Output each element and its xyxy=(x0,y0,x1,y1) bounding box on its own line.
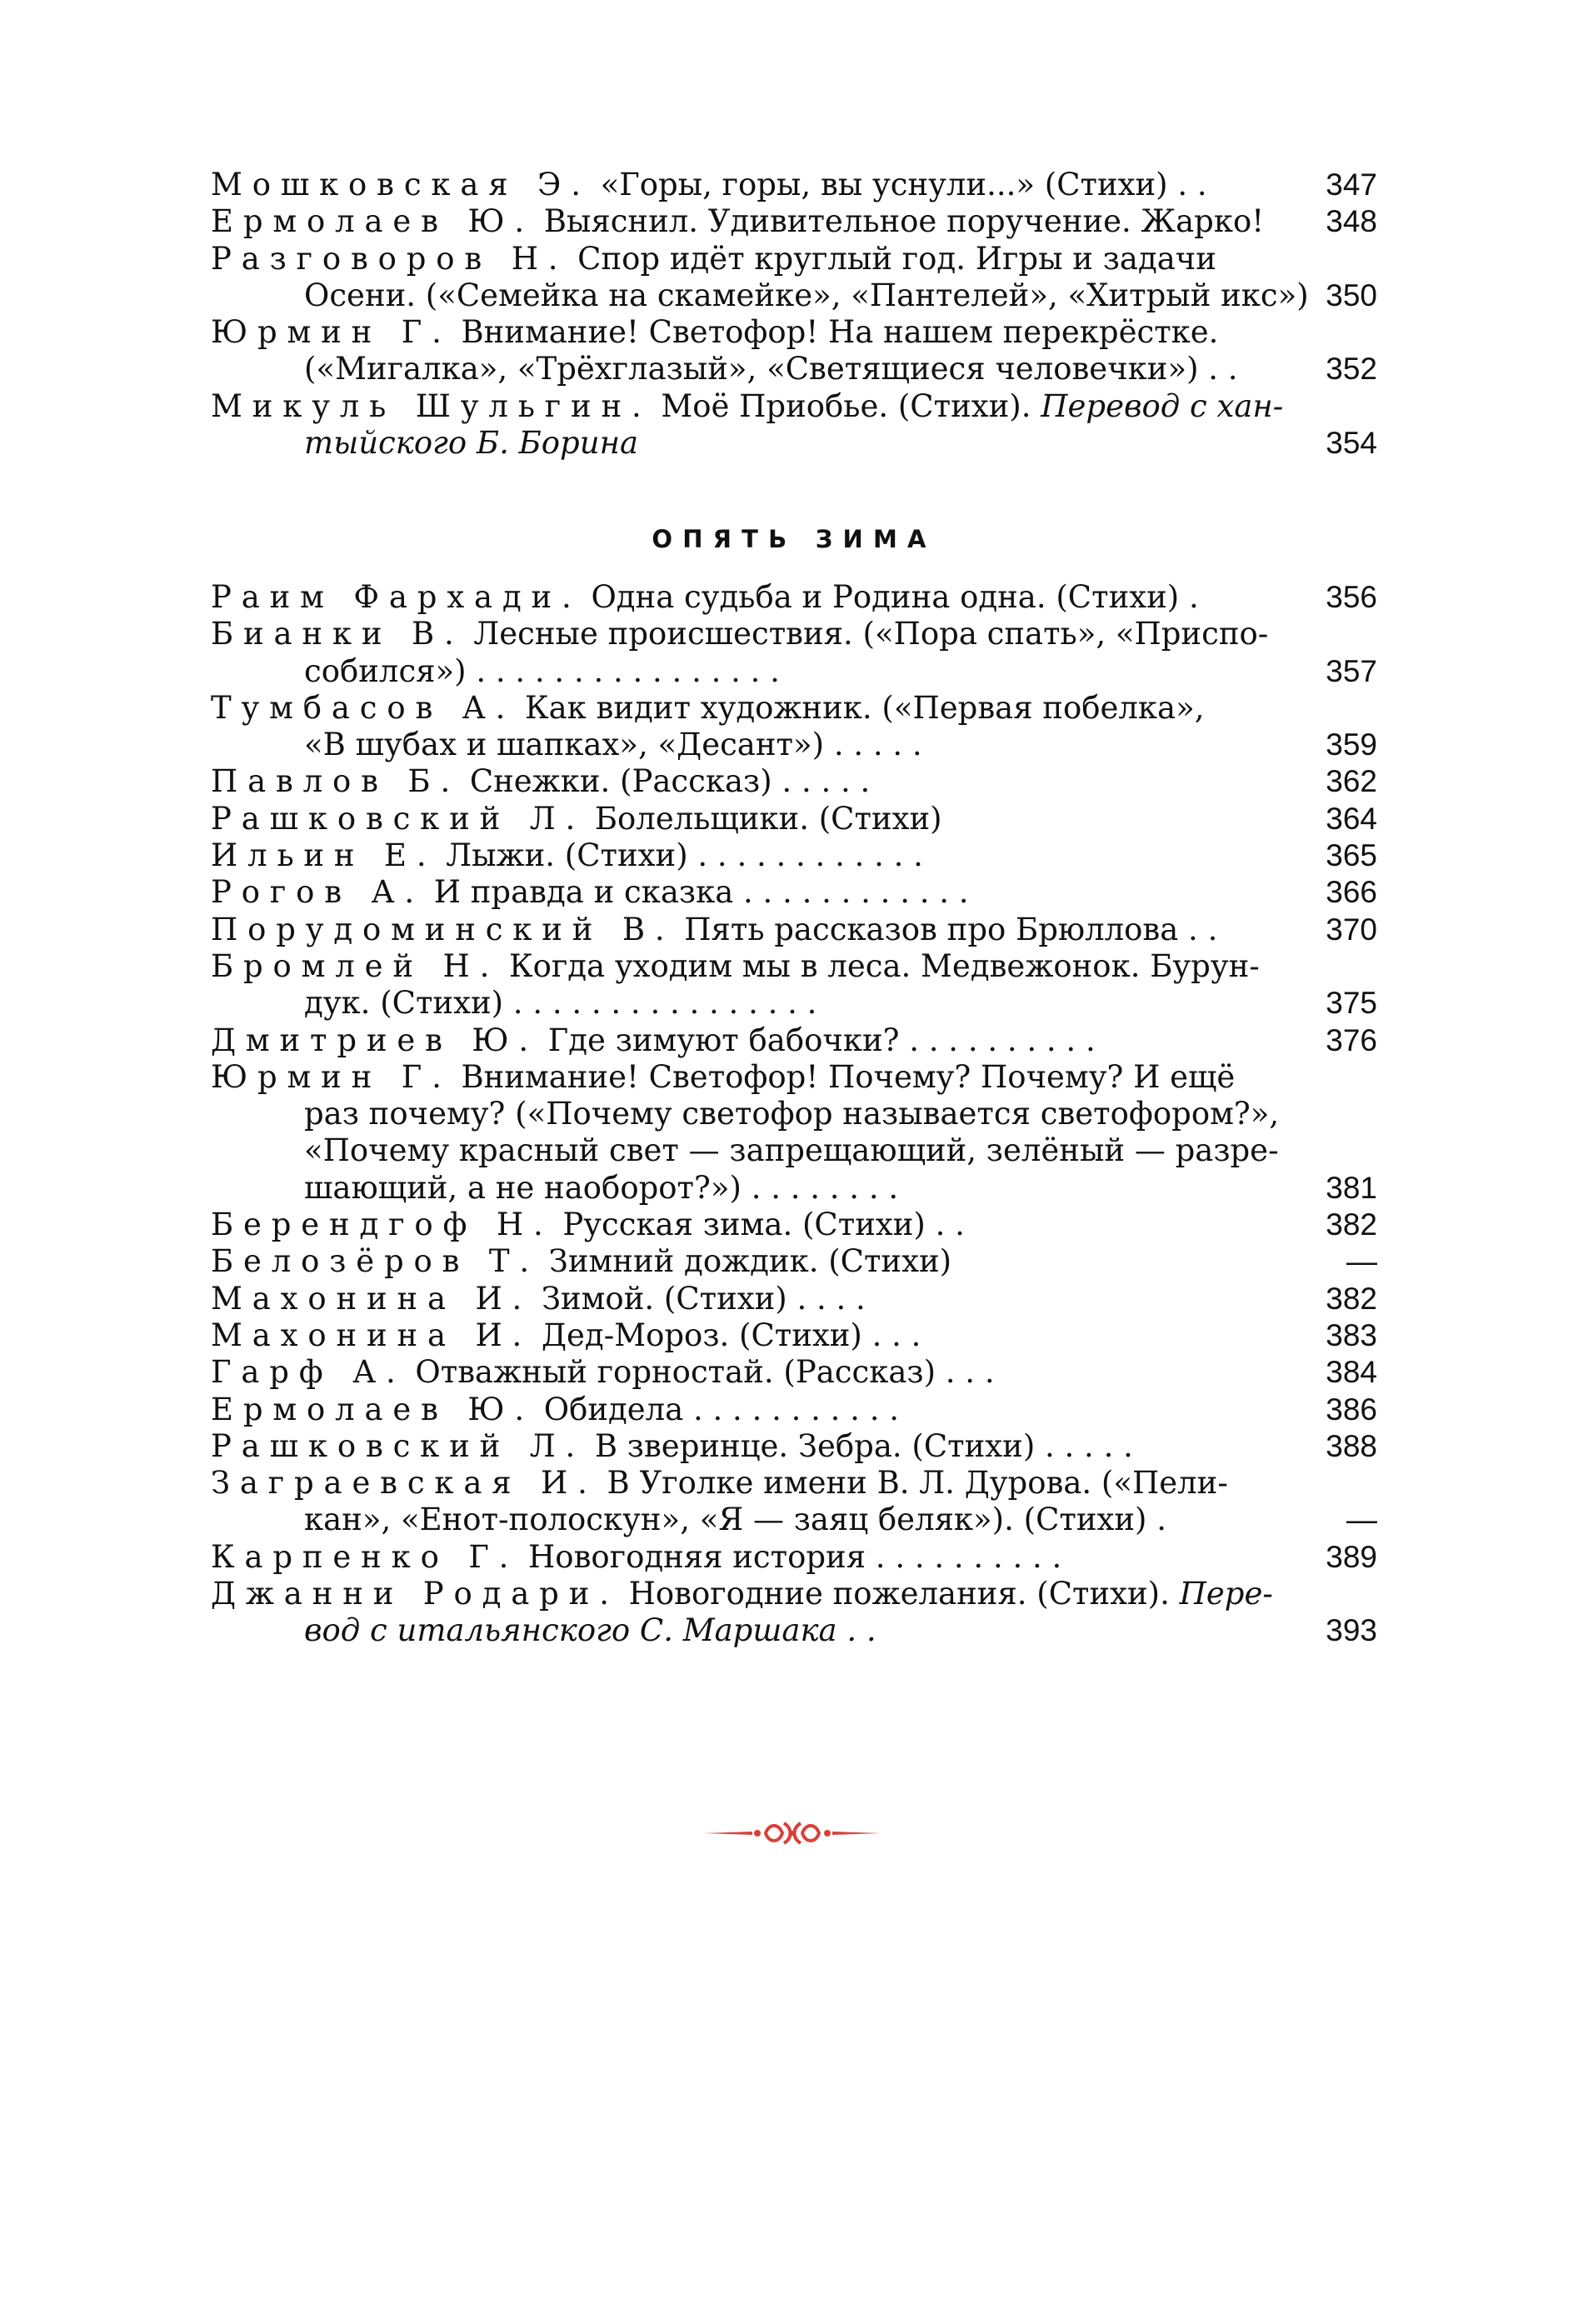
toc-entry xyxy=(211,616,1377,690)
toc-entry-line xyxy=(211,1612,1377,1649)
toc-entry-page: — xyxy=(1346,1244,1377,1279)
toc-entry-author: Юрмин Г. xyxy=(211,1058,452,1095)
toc-entry-line xyxy=(211,425,1377,462)
toc-entry-line xyxy=(211,912,1377,948)
toc-entry-line xyxy=(211,948,1377,985)
toc-entry-author: Берендгоф Н. xyxy=(211,1207,553,1243)
toc-entry-line xyxy=(211,388,1377,425)
toc-entry-line xyxy=(211,167,1377,203)
toc-entry-line xyxy=(211,1502,1377,1538)
toc-entry-line xyxy=(211,874,1377,911)
toc-entry-title: Пять рассказов про Брюллова . . xyxy=(684,911,1218,947)
toc-entry-line xyxy=(211,1281,1377,1317)
toc-entry-title: Русская зима. (Стихи) . . xyxy=(562,1207,965,1243)
toc-entry-author: Рашковский Л. xyxy=(211,800,586,837)
toc-entry-title: Новогодняя история . . . . . . . . . . xyxy=(528,1538,1062,1575)
toc-entry xyxy=(211,948,1377,1022)
toc-entry-line xyxy=(211,1317,1377,1354)
toc-entry-author: Мошковская Э. xyxy=(211,167,591,202)
toc-entry-author: Дмитриев Ю. xyxy=(211,1022,538,1058)
toc-entry xyxy=(211,1317,1377,1354)
toc-entry-author: Ермолаев Ю. xyxy=(211,1391,534,1427)
toc-entry-page: 356 xyxy=(1326,580,1377,614)
toc-entry-page: 370 xyxy=(1326,912,1377,947)
toc-entry-page: 384 xyxy=(1326,1355,1377,1390)
toc-entry-author: Рашковский Л. xyxy=(211,1427,586,1464)
toc-entry-line xyxy=(211,277,1377,314)
toc-entry-page: 365 xyxy=(1326,838,1377,873)
toc-entry-line xyxy=(211,837,1377,874)
toc-entry-author: Раим Фархади. xyxy=(211,579,582,615)
toc-entry-title: Дед-Мороз. (Стихи) . . . xyxy=(541,1317,921,1353)
toc-entry xyxy=(211,1207,1377,1243)
toc-entry-line xyxy=(211,1428,1377,1465)
toc-entry-title: Внимание! Светофор! Почему? Почему? И ещё xyxy=(461,1058,1236,1095)
toc-entry-title: Внимание! Светофор! На нашем перекрёстке. xyxy=(461,314,1219,351)
toc-entry-author: Бианки В. xyxy=(211,616,464,652)
toc-entry-line xyxy=(211,801,1377,837)
toc-entry-page: 357 xyxy=(1326,653,1377,688)
toc-entry xyxy=(211,1428,1377,1465)
toc-entry-page: 352 xyxy=(1326,352,1377,387)
toc-entry-title: («Мигалка», «Трёхглазый», «Светящиеся человечки») . . xyxy=(304,351,1238,387)
toc-entry-author: Ермолаев Ю. xyxy=(211,203,534,240)
toc-entry-title: Зимой. (Стихи) . . . . xyxy=(541,1280,866,1317)
toc-block-main xyxy=(211,579,1377,1650)
toc-entry-page: 350 xyxy=(1326,277,1377,312)
toc-entry-title: собился») . . . . . . . . . . . . . . . . xyxy=(304,652,780,689)
toc-entry-translation: Перевод с хан- xyxy=(1041,387,1284,424)
toc-entry-title: Выяснил. Удивительное поручение. Жарко! xyxy=(543,203,1265,240)
toc-entry-author: Гарф А. xyxy=(211,1354,406,1391)
toc-entry-line xyxy=(211,1576,1377,1612)
toc-entry-title: Зимний дождик. (Стихи) xyxy=(548,1243,952,1280)
toc-entry-page: 382 xyxy=(1326,1281,1377,1316)
toc-entry-translation: Пере- xyxy=(1179,1576,1273,1612)
toc-entry-title: Моё Приобье. (Стихи). xyxy=(661,387,1031,424)
toc-entry-page: 386 xyxy=(1326,1392,1377,1427)
toc-entry-line xyxy=(211,1059,1377,1096)
toc-entry-line xyxy=(211,1465,1377,1502)
toc-entry-page: 389 xyxy=(1326,1539,1377,1574)
toc-entry-line xyxy=(211,241,1377,277)
toc-entry xyxy=(211,167,1377,203)
toc-entry xyxy=(211,1243,1377,1280)
toc-entry xyxy=(211,314,1377,388)
toc-entry-line xyxy=(211,763,1377,800)
toc-entry-title: Осени. («Семейка на скамейке», «Пантелей», «Хитрый икс») xyxy=(304,277,1309,313)
toc-entry-line xyxy=(211,1392,1377,1428)
toc-entry xyxy=(211,1539,1377,1576)
toc-entry-title: Лыжи. (Стихи) . . . . . . . . . . . . xyxy=(446,837,923,874)
toc-entry-author: Бромлей Н. xyxy=(211,947,500,984)
toc-entry-line xyxy=(211,727,1377,763)
toc-entry-author: Павлов Б. xyxy=(211,763,461,800)
toc-entry-author: Махонина И. xyxy=(211,1280,532,1317)
toc-block-top xyxy=(211,167,1377,462)
toc-entry-page: 364 xyxy=(1326,801,1377,836)
toc-entry-title: вод с итальянского С. Маршака . . xyxy=(304,1612,876,1649)
toc-entry-author: Заграевская И. xyxy=(211,1465,597,1502)
toc-entry-author: Юрмин Г. xyxy=(211,314,452,351)
toc-entry-line xyxy=(211,616,1377,652)
toc-entry-author: Джанни Родари. xyxy=(211,1576,619,1612)
toc-entry-author: Порудоминский В. xyxy=(211,911,675,947)
toc-entry-author: Карпенко Г. xyxy=(211,1538,519,1575)
toc-entry-page: 382 xyxy=(1326,1207,1377,1242)
toc-entry-page: 366 xyxy=(1326,875,1377,910)
toc-entry xyxy=(211,1465,1377,1539)
toc-entry-title: шающий, а не наоборот?») . . . . . . . . xyxy=(304,1169,899,1206)
toc-entry xyxy=(211,579,1377,616)
toc-entry-title: «Почему красный свет — запрещающий, зелёный — разре- xyxy=(304,1132,1279,1169)
toc-entry-title: Спор идёт круглый год. Игры и задачи xyxy=(577,240,1216,277)
toc-entry-title: Обидела . . . . . . . . . . . xyxy=(543,1391,899,1427)
toc-entry-line xyxy=(211,653,1377,690)
toc-entry-title: тыйского Б. Борина xyxy=(304,425,639,462)
toc-entry-author: Микуль Шульгин. xyxy=(211,387,652,424)
toc-entry-line xyxy=(211,1170,1377,1207)
toc-entry xyxy=(211,874,1377,911)
toc-entry-page: 375 xyxy=(1326,986,1377,1021)
toc-entry-line xyxy=(211,203,1377,240)
toc-entry-page: 362 xyxy=(1326,764,1377,799)
toc-entry xyxy=(211,801,1377,837)
toc-entry-author: Белозёров Т. xyxy=(211,1243,540,1280)
toc-entry-line xyxy=(211,1022,1377,1059)
toc-entry-line xyxy=(211,351,1377,387)
toc-entry xyxy=(211,837,1377,874)
toc-entry-line xyxy=(211,1207,1377,1243)
toc-entry-page: 359 xyxy=(1326,727,1377,762)
toc-entry-title: «Горы, горы, вы уснули...» (Стихи) . . xyxy=(600,167,1207,202)
toc-entry-page: 376 xyxy=(1326,1022,1377,1057)
toc-entry-title: И правда и сказка . . . . . . . . . . . . xyxy=(433,874,969,911)
toc-entry-line xyxy=(211,1132,1377,1169)
toc-entry-page: 388 xyxy=(1326,1428,1377,1463)
toc-entry xyxy=(211,1281,1377,1317)
toc-entry xyxy=(211,1059,1377,1207)
toc-entry-page: — xyxy=(1346,1502,1377,1537)
toc-entry-title: раз почему? («Почему светофор называется светофором?», xyxy=(304,1096,1280,1132)
toc-entry-title: Где зимуют бабочки? . . . . . . . . . . xyxy=(547,1022,1096,1058)
toc-entry-page: 347 xyxy=(1326,167,1377,202)
toc-entry-author: Разговоров Н. xyxy=(211,240,568,277)
toc-entry-line xyxy=(211,985,1377,1022)
toc-entry xyxy=(211,763,1377,800)
toc-entry-line xyxy=(211,1539,1377,1576)
toc-entry-title: Одна судьба и Родина одна. (Стихи) . xyxy=(591,579,1199,615)
toc-entry xyxy=(211,1392,1377,1428)
toc-entry-page: 354 xyxy=(1326,426,1377,461)
toc-entry-title: Отважный горностай. (Рассказ) . . . xyxy=(415,1354,995,1391)
toc-entry-title: В зверинце. Зебра. (Стихи) . . . . . xyxy=(594,1427,1133,1464)
toc-entry xyxy=(211,241,1377,315)
toc-entry-title: кан», «Енот-полоскун», «Я — заяц беляк»). (Стихи) . xyxy=(304,1502,1166,1538)
toc-entry-page: 393 xyxy=(1326,1613,1377,1648)
toc-entry-line xyxy=(211,314,1377,351)
decorative-flourish-icon xyxy=(702,1817,882,1850)
toc-entry-line xyxy=(211,690,1377,727)
toc-entry xyxy=(211,1354,1377,1391)
toc-entry xyxy=(211,1022,1377,1059)
toc-entry xyxy=(211,388,1377,462)
toc-entry-line xyxy=(211,1096,1377,1132)
toc-entry-line xyxy=(211,1243,1377,1280)
toc-entry-page: 348 xyxy=(1326,204,1377,239)
toc-entry-page: 383 xyxy=(1326,1317,1377,1352)
toc-entry-author: Рогов А. xyxy=(211,874,424,911)
toc-entry-title: «В шубах и шапках», «Десант») . . . . . xyxy=(304,727,922,763)
toc-entry-author: Ильин Е. xyxy=(211,837,437,874)
toc-entry xyxy=(211,690,1377,764)
toc-entry-title: Когда уходим мы в леса. Медвежонок. Бурун- xyxy=(508,947,1260,984)
toc-entry-title: Лесные происшествия. («Пора спать», «Приспо- xyxy=(473,616,1269,652)
toc-entry-title: Снежки. (Рассказ) . . . . . xyxy=(469,763,871,800)
toc-entry-author: Махонина И. xyxy=(211,1317,532,1353)
toc-entry-title: Болельщики. (Стихи) xyxy=(594,800,942,837)
toc-entry xyxy=(211,203,1377,240)
toc-entry xyxy=(211,912,1377,948)
section-title: ОПЯТЬ ЗИМА xyxy=(652,525,936,553)
toc-entry-title: дук. (Стихи) . . . . . . . . . . . . . . . . xyxy=(304,985,817,1022)
toc-entry-title: В Уголке имени В. Л. Дурова. («Пели- xyxy=(607,1465,1228,1502)
toc-entry-line xyxy=(211,579,1377,616)
toc-entry-title: Новогодние пожелания. (Стихи). xyxy=(628,1576,1170,1612)
toc-entry xyxy=(211,1576,1377,1650)
toc-entry-author: Тумбасов А. xyxy=(211,689,516,726)
toc-entry-line xyxy=(211,1354,1377,1391)
toc-entry-page: 381 xyxy=(1326,1170,1377,1205)
toc-entry-title: Как видит художник. («Первая побелка», xyxy=(524,689,1205,726)
